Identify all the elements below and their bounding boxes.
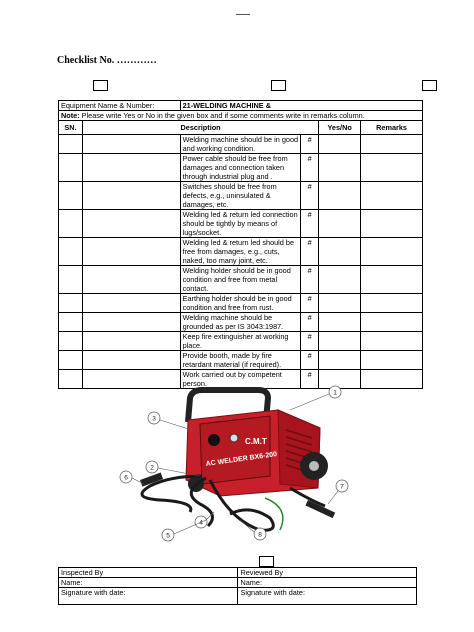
checklist-row xyxy=(59,154,423,182)
row-mark: # xyxy=(301,294,319,313)
row-description: Switches should be free from defects, e.g., uninsulated & damages, etc. xyxy=(180,182,301,210)
callout-1: 1 xyxy=(333,389,337,397)
checklist-row xyxy=(59,238,423,266)
row-yesno-input[interactable] xyxy=(319,135,361,154)
note-row xyxy=(59,111,423,121)
row-yesno-input[interactable] xyxy=(319,182,361,210)
column-header-row xyxy=(59,121,423,135)
row-spacer xyxy=(82,351,180,370)
row-yesno-input[interactable] xyxy=(319,332,361,351)
row-mark: # xyxy=(301,182,319,210)
row-description: Keep fire extinguisher at working place. xyxy=(180,332,301,351)
row-mark: # xyxy=(301,332,319,351)
row-sn xyxy=(59,238,83,266)
col-sn: SN. xyxy=(59,121,83,135)
inspector-name-field[interactable]: Name: xyxy=(59,578,238,588)
header-mark xyxy=(236,14,250,15)
row-sn xyxy=(59,370,83,389)
equipment-row xyxy=(59,101,423,111)
row-description: Provide booth, made by fire retardant material (if required). xyxy=(180,351,301,370)
row-description: Welding machine should be grounded as per IS 3043:1987. xyxy=(180,313,301,332)
row-remarks-input[interactable] xyxy=(361,370,423,389)
row-spacer xyxy=(82,210,180,238)
row-mark: # xyxy=(301,210,319,238)
callout-7: 7 xyxy=(340,483,344,491)
row-sn xyxy=(59,294,83,313)
row-sn xyxy=(59,182,83,210)
row-spacer xyxy=(82,266,180,294)
row-remarks-input[interactable] xyxy=(361,294,423,313)
row-description: Power cable should be free from damages and connection taken through industrial plug and . xyxy=(180,154,301,182)
row-description: Welding machine should be in good and working condition. xyxy=(180,135,301,154)
row-remarks-input[interactable] xyxy=(361,182,423,210)
note-text: Please write Yes or No in the given box and if some comments write in remarks column. xyxy=(79,111,365,120)
welding-machine-illustration xyxy=(110,380,360,550)
row-spacer xyxy=(82,238,180,266)
row-mark: # xyxy=(301,135,319,154)
checklist-title: Checklist No. ………… xyxy=(57,55,157,66)
equipment-value: 21-WELDING MACHINE & xyxy=(180,101,422,111)
row-mark: # xyxy=(301,154,319,182)
checklist-table xyxy=(58,100,423,389)
signoff-table xyxy=(58,567,417,605)
callout-8: 8 xyxy=(258,531,262,539)
checkbox-bottom[interactable] xyxy=(259,556,274,567)
row-remarks-input[interactable] xyxy=(361,351,423,370)
callout-6: 6 xyxy=(124,474,128,482)
row-spacer xyxy=(82,294,180,313)
note-cell xyxy=(59,111,423,121)
wheel-hub xyxy=(309,461,319,471)
row-remarks-input[interactable] xyxy=(361,332,423,351)
panel-model: AC WELDER BX6-200 xyxy=(205,451,278,468)
checklist-row xyxy=(59,294,423,313)
col-description: Description xyxy=(82,121,318,135)
checklist-row xyxy=(59,351,423,370)
row-remarks-input[interactable] xyxy=(361,313,423,332)
row-sn xyxy=(59,332,83,351)
row-description: Welding led & return led connection should be tightly by means of lugs/socket. xyxy=(180,210,301,238)
inspected-by-label: Inspected By xyxy=(59,568,238,578)
row-sn xyxy=(59,313,83,332)
row-remarks-input[interactable] xyxy=(361,266,423,294)
row-mark: # xyxy=(301,351,319,370)
callout-3: 3 xyxy=(152,415,156,423)
row-yesno-input[interactable] xyxy=(319,238,361,266)
row-yesno-input[interactable] xyxy=(319,210,361,238)
control-knob[interactable] xyxy=(208,434,220,446)
row-yesno-input[interactable] xyxy=(319,154,361,182)
row-mark: # xyxy=(301,370,319,389)
checklist-row xyxy=(59,135,423,154)
row-remarks-input[interactable] xyxy=(361,238,423,266)
row-remarks-input[interactable] xyxy=(361,135,423,154)
row-spacer xyxy=(82,135,180,154)
row-description: Welding holder should be in good condition and free from metal contact. xyxy=(180,266,301,294)
reviewed-by-label: Reviewed By xyxy=(238,568,417,578)
callout-5: 5 xyxy=(166,532,170,540)
checkbox-right[interactable] xyxy=(422,80,437,91)
equipment-label: Equipment Name & Number: xyxy=(59,101,181,111)
callout-2: 2 xyxy=(150,464,154,472)
row-sn xyxy=(59,210,83,238)
inspector-signature-field[interactable]: Signature with date: xyxy=(59,588,238,605)
checklist-row xyxy=(59,210,423,238)
row-spacer xyxy=(82,332,180,351)
row-yesno-input[interactable] xyxy=(319,351,361,370)
callout-4: 4 xyxy=(199,519,203,527)
row-yesno-input[interactable] xyxy=(319,313,361,332)
row-description: Earthing holder should be in good condition and free from rust. xyxy=(180,294,301,313)
indicator-dial xyxy=(230,434,238,442)
row-sn xyxy=(59,266,83,294)
reviewer-name-field[interactable]: Name: xyxy=(238,578,417,588)
checkbox-left[interactable] xyxy=(93,80,108,91)
row-description: Welding led & return led should be free from damages, e.g., cuts, naked, too many joint, etc. xyxy=(180,238,301,266)
checklist-row xyxy=(59,313,423,332)
row-spacer xyxy=(82,154,180,182)
row-remarks-input[interactable] xyxy=(361,154,423,182)
row-yesno-input[interactable] xyxy=(319,266,361,294)
checkbox-center[interactable] xyxy=(271,80,286,91)
row-sn xyxy=(59,135,83,154)
row-sn xyxy=(59,154,83,182)
checklist-row xyxy=(59,182,423,210)
reviewer-signature-field[interactable]: Signature with date: xyxy=(238,588,417,605)
row-mark: # xyxy=(301,313,319,332)
note-label: Note: xyxy=(61,111,80,120)
front-panel xyxy=(200,416,270,484)
checklist-row xyxy=(59,266,423,294)
col-remarks: Remarks xyxy=(361,121,423,135)
row-spacer xyxy=(82,313,180,332)
row-mark: # xyxy=(301,238,319,266)
row-yesno-input[interactable] xyxy=(319,294,361,313)
row-mark: # xyxy=(301,266,319,294)
row-spacer xyxy=(82,182,180,210)
row-sn xyxy=(59,351,83,370)
checklist-row xyxy=(59,332,423,351)
panel-text: C.M.T xyxy=(245,437,267,446)
row-description: Work carried out by competent person. xyxy=(180,370,301,389)
col-yesno: Yes/No xyxy=(319,121,361,135)
row-remarks-input[interactable] xyxy=(361,210,423,238)
